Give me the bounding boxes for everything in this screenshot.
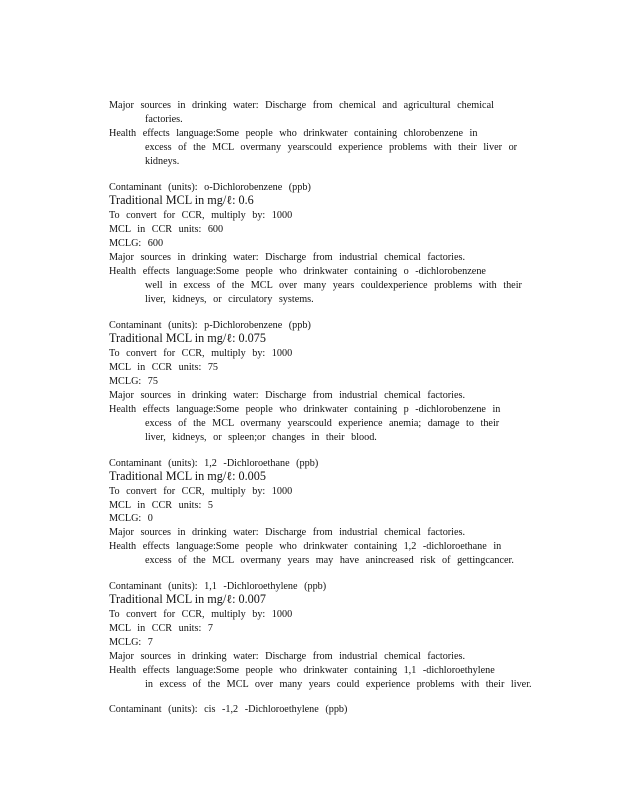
major-sources: Major sources in drinking water: Discharge from industrial chemical factories.	[109, 527, 466, 538]
intro-health-line-3: kidneys.	[145, 156, 180, 167]
mclg: MCLG: 600	[109, 238, 164, 249]
contaminant-heading: Contaminant (units): 1,1 -Dichloroethylene (ppb)	[109, 581, 327, 592]
convert-factor: To convert for CCR, multiply by: 1000	[109, 609, 293, 620]
contaminant-heading: Contaminant (units): p-Dichlorobenzene (ppb)	[109, 320, 311, 331]
health-effects-line-2: excess of the MCL overmany yearscould experience anemia; damage to their	[145, 418, 500, 429]
intro-sources-line-2: factories.	[145, 114, 183, 125]
contaminant-heading: Contaminant (units): o-Dichlorobenzene (ppb)	[109, 182, 311, 193]
contaminant-heading: Contaminant (units): cis -1,2 -Dichloroethylene (ppb)	[109, 704, 348, 715]
intro-sources-line-1: Major sources in drinking water: Discharge from chemical and agricultural chemical	[109, 100, 494, 111]
mcl-ccr-units: MCL in CCR units: 7	[109, 623, 213, 634]
major-sources: Major sources in drinking water: Discharge from industrial chemical factories.	[109, 651, 466, 662]
traditional-mcl: Traditional MCL in mg/ℓ: 0.007	[109, 592, 266, 606]
mcl-ccr-units: MCL in CCR units: 75	[109, 362, 219, 373]
traditional-mcl: Traditional MCL in mg/ℓ: 0.005	[109, 469, 266, 483]
major-sources: Major sources in drinking water: Discharge from industrial chemical factories.	[109, 252, 466, 263]
mclg: MCLG: 0	[109, 513, 153, 524]
health-effects-line-2: well in excess of the MCL over many years couldexperience problems with their	[145, 280, 522, 291]
intro-health-line-2: excess of the MCL overmany yearscould experience problems with their liver or	[145, 142, 518, 153]
health-effects-line-1: Health effects language:Some people who drinkwater containing 1,2 -dichloroethane in	[109, 541, 502, 552]
health-effects-line-1: Health effects language:Some people who drinkwater containing 1,1 -dichloroethylene	[109, 665, 495, 676]
health-effects-line-3: liver, kidneys, or circulatory systems.	[145, 294, 314, 305]
mcl-ccr-units: MCL in CCR units: 600	[109, 224, 224, 235]
health-effects-line-1: Health effects language:Some people who drinkwater containing p -dichlorobenzene in	[109, 404, 501, 415]
mclg: MCLG: 7	[109, 637, 153, 648]
traditional-mcl: Traditional MCL in mg/ℓ: 0.6	[109, 193, 254, 207]
convert-factor: To convert for CCR, multiply by: 1000	[109, 348, 293, 359]
health-effects-line-3: liver, kidneys, or spleen;or changes in their blood.	[145, 432, 377, 443]
convert-factor: To convert for CCR, multiply by: 1000	[109, 486, 293, 497]
health-effects-line-2: in excess of the MCL over many years could experience problems with their liver.	[145, 679, 532, 690]
mclg: MCLG: 75	[109, 376, 158, 387]
traditional-mcl: Traditional MCL in mg/ℓ: 0.075	[109, 331, 266, 345]
health-effects-line-1: Health effects language:Some people who drinkwater containing o -dichlorobenzene	[109, 266, 486, 277]
mcl-ccr-units: MCL in CCR units: 5	[109, 500, 213, 511]
major-sources: Major sources in drinking water: Discharge from industrial chemical factories.	[109, 390, 466, 401]
convert-factor: To convert for CCR, multiply by: 1000	[109, 210, 293, 221]
health-effects-line-2: excess of the MCL overmany years may have anincreased risk of gettingcancer.	[145, 555, 514, 566]
contaminant-heading: Contaminant (units): 1,2 -Dichloroethane (ppb)	[109, 458, 319, 469]
intro-health-line-1: Health effects language:Some people who drinkwater containing chlorobenzene in	[109, 128, 478, 139]
